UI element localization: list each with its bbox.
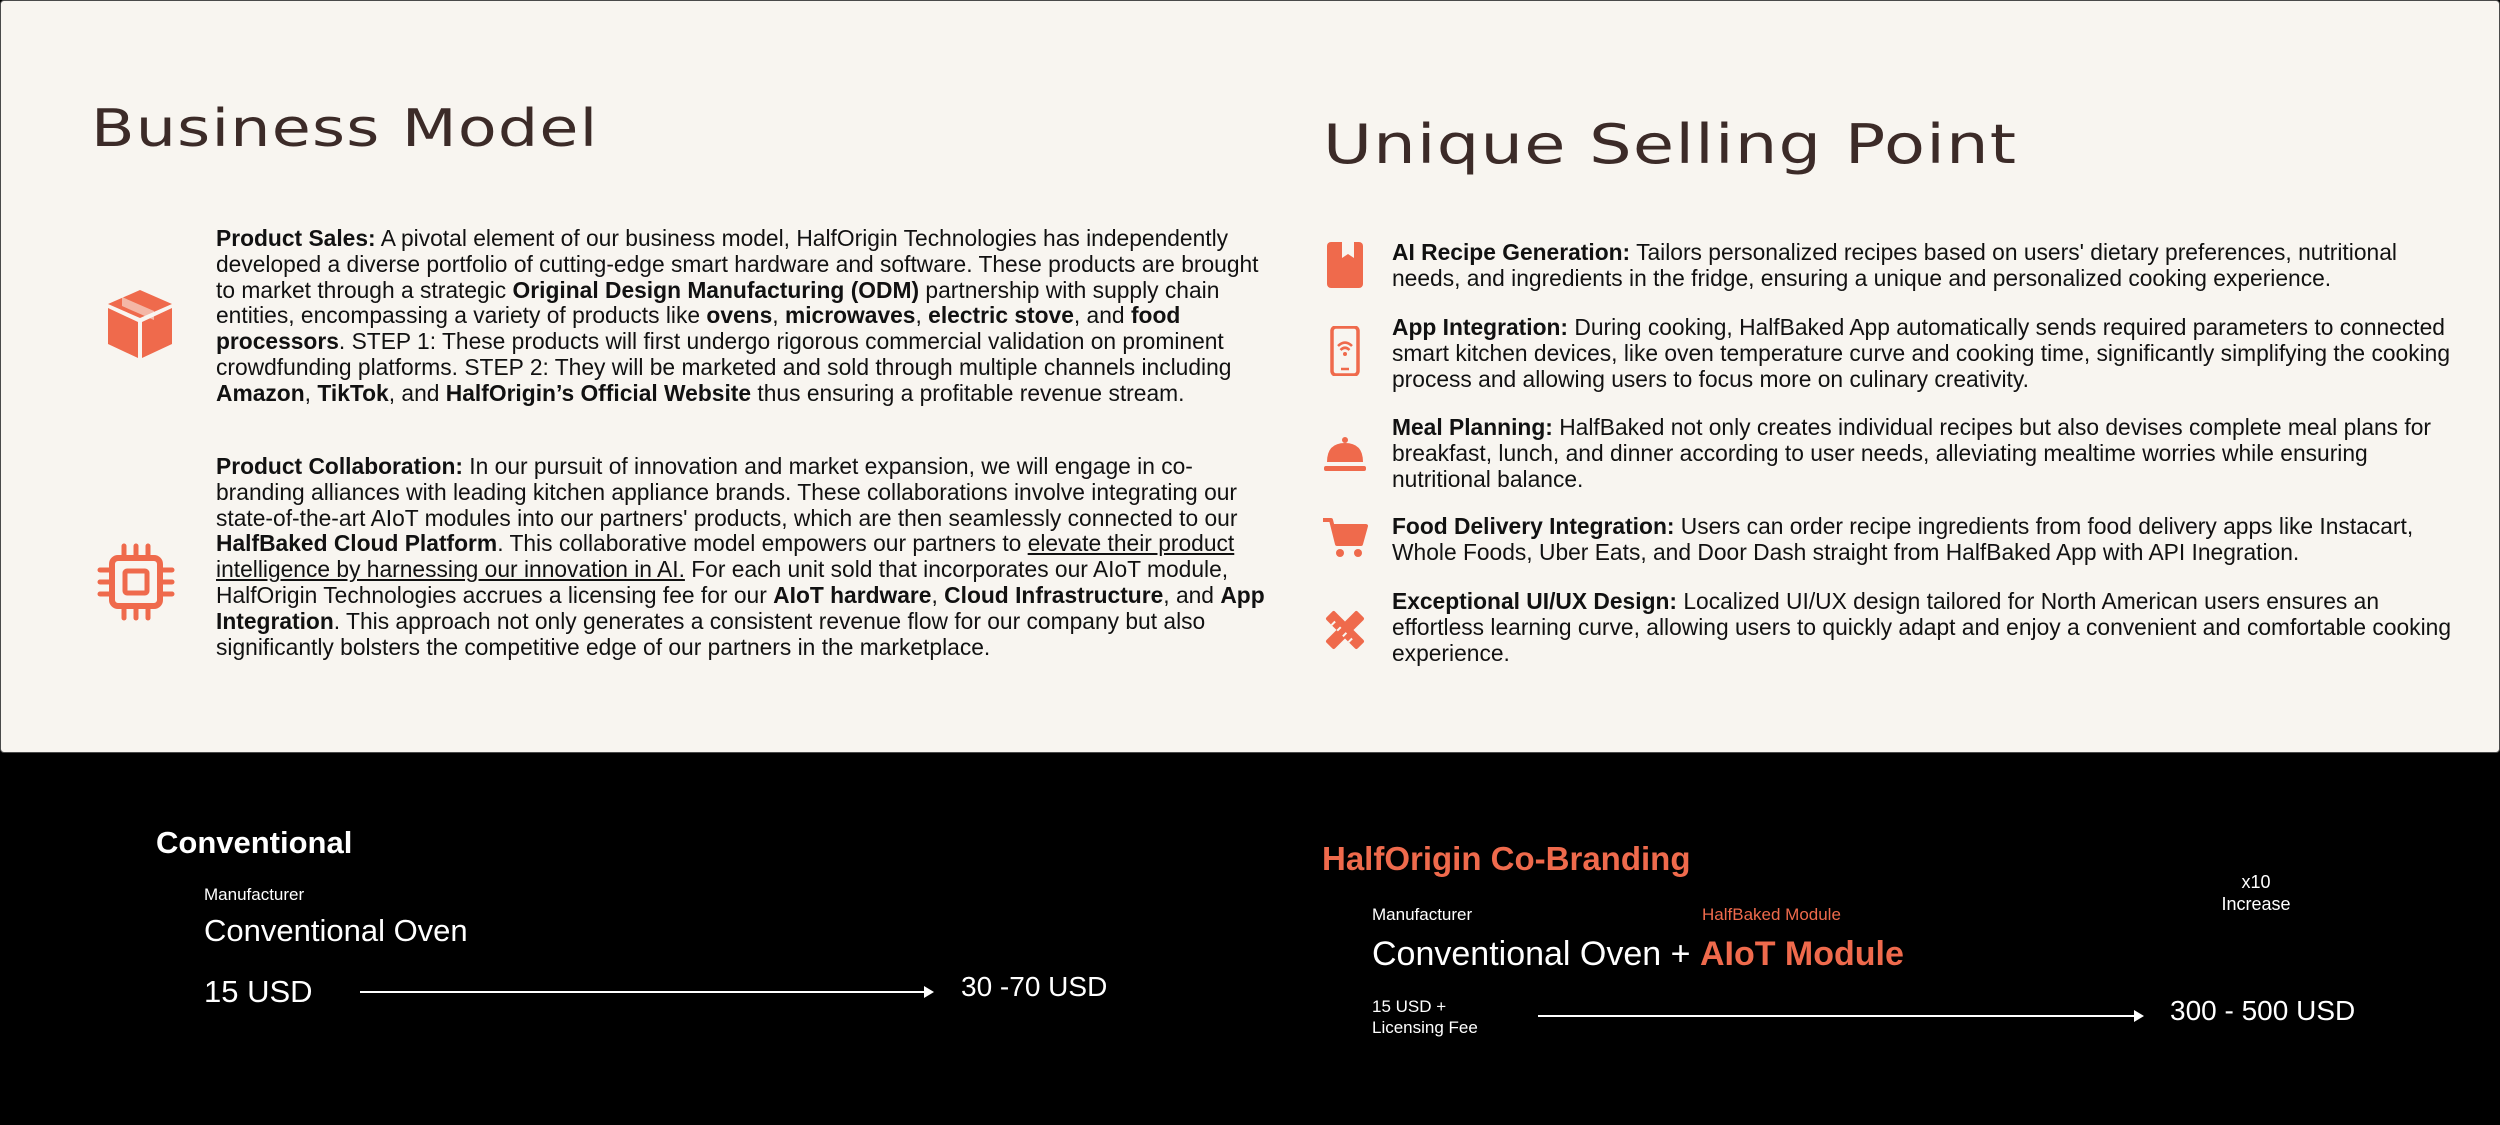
- usp-item-app-integration: [1392, 315, 2452, 392]
- usp-lead: Meal Planning:: [1392, 414, 1553, 440]
- text-run: ,: [915, 302, 929, 329]
- cloche-icon: [1322, 428, 1368, 478]
- cobranding-arrow: [1538, 1015, 2142, 1017]
- conventional-cost: 15 USD: [204, 974, 313, 1009]
- cobranding-product: Conventional Oven +: [1372, 935, 1700, 973]
- bold-run: HalfBaked Cloud Platform: [216, 530, 498, 557]
- usp-text: HalfBaked not only creates individual recipes but also devises complete meal plans for breakfast, lunch, and dinner according to user needs, alleviating mealtime worries while ensuring nutritional balance.: [1392, 414, 2432, 492]
- usp-lead: Exceptional UI/UX Design:: [1392, 588, 1678, 614]
- conventional-heading: Conventional: [156, 825, 353, 860]
- underlined-run: elevate their product intelligence by harnessing our innovation in AI.: [216, 530, 1235, 583]
- text-run: . STEP 1: These products will first undergo rigorous commercial validation on prominent crowdfunding platforms. STEP 2: They will be marketed and sold through multiple channels including: [216, 328, 1232, 380]
- bold-run: TikTok: [317, 379, 389, 406]
- bold-run: microwaves: [784, 302, 916, 329]
- text-run: A pivotal element of our business model, HalfOrigin Technologies has independently developed a diverse portfolio of cutting-edge smart hardware and software. These products are brought to market through a strategic: [216, 225, 1259, 303]
- usp-lead: Food Delivery Integration:: [1392, 513, 1675, 539]
- usp-text: Users can order recipe ingredients from food delivery apps like Instacart, Whole Foods, Uber Eats, and Door Dash straight from HalfBaked App with API Inegration.: [1392, 513, 2414, 565]
- bold-run: AIoT hardware: [773, 581, 932, 608]
- text-run: thus ensuring a profitable revenue stream.: [751, 379, 1185, 406]
- bold-run: Original Design Manufacturing (ODM): [512, 276, 920, 303]
- bookmark-icon: [1322, 240, 1368, 290]
- increase-label: Increase: [2221, 894, 2291, 914]
- text-run: ,: [931, 581, 945, 608]
- text-run: , and: [388, 379, 446, 406]
- conventional-arrow: [360, 991, 932, 993]
- bold-run: food processors: [216, 302, 1181, 355]
- product-sales-lead: Product Sales:: [216, 225, 376, 251]
- halfbaked-module-label: HalfBaked Module: [1702, 905, 1841, 924]
- bold-run: App Integration: [216, 581, 1265, 634]
- usp-item-uiux-design: [1392, 589, 2452, 666]
- smartphone-icon: [1322, 326, 1368, 376]
- usp-text: Tailors personalized recipes based on users' dietary preferences, nutritional needs, and ingredients in the fridge, ensuring a unique and personalized cooking experience.: [1392, 239, 2397, 291]
- increase-multiplier: x10: [2241, 872, 2271, 892]
- bold-run: electric stove: [928, 302, 1074, 329]
- usp-title: Unique Selling Point: [1323, 113, 2018, 176]
- business-model-title: Business Model: [91, 99, 599, 159]
- text-run: ,: [304, 379, 318, 406]
- usp-text: Localized UI/UX design tailored for North American users ensures an effortless learning curve, allowing users to quickly adapt and enjoy a convenient and comfortable cooking experience.: [1392, 588, 2451, 666]
- cobranding-product-line: [1372, 935, 1904, 974]
- cobranding-cost-line1: 15 USD +: [1372, 997, 1447, 1016]
- usp-text: During cooking, HalfBaked App automatically sends required parameters to connected smart kitchen devices, like oven temperature curve and cooking time, significantly simplifying the cooking process and allowing users to focus more on culinary creativity.: [1392, 314, 2451, 392]
- product-collaboration-paragraph: [216, 454, 1266, 660]
- product-sales-paragraph: [216, 226, 1266, 407]
- text-run: ,: [772, 302, 785, 329]
- conventional-price: 30 -70 USD: [961, 971, 1108, 1002]
- usp-item-meal-planning: [1392, 415, 2452, 492]
- conventional-product: Conventional Oven: [204, 913, 468, 948]
- text-run: , and: [1163, 581, 1221, 608]
- usp-lead: App Integration:: [1392, 314, 1569, 340]
- bold-run: ovens: [706, 302, 773, 329]
- bold-run: Amazon: [216, 379, 305, 406]
- text-run: . This approach not only generates a consistent revenue flow for our company but also significantly bolsters the competitive edge of our partners in the marketplace.: [216, 607, 1206, 660]
- usp-item-ai-recipe: [1392, 240, 2452, 292]
- cobranding-cost-line2: Licensing Fee: [1372, 1018, 1478, 1037]
- cobranding-price: 300 - 500 USD: [2170, 995, 2356, 1026]
- conventional-manufacturer-label: Manufacturer: [204, 885, 305, 904]
- cobranding-cost: [1372, 996, 1478, 1038]
- text-run: For each unit sold that incorporates our AIoT module, HalfOrigin Technologies accrues a licensing fee for our: [216, 556, 1229, 608]
- bold-run: Cloud Infrastructure: [944, 581, 1164, 608]
- text-run: partnership with supply chain entities, encompassing a variety of products like: [216, 276, 1220, 329]
- cobranding-manufacturer-label: Manufacturer: [1372, 905, 1473, 924]
- increase-badge: [2208, 871, 2304, 915]
- cobranding-heading: HalfOrigin Co-Branding: [1322, 840, 1691, 877]
- chip-icon: [96, 542, 176, 622]
- text-run: In our pursuit of innovation and market expansion, we will engage in co-branding alliances with leading kitchen appliance brands. These collaborations involve integrating our state-of-the-art AIoT modules into our partners' products, which are then seamlessly connected to our: [216, 453, 1238, 531]
- aiot-module-label: AIoT Module: [1699, 935, 1904, 973]
- design-tools-icon: [1322, 605, 1368, 655]
- product-collaboration-lead: Product Collaboration:: [216, 453, 463, 479]
- bold-run: HalfOrigin’s Official Website: [445, 379, 752, 406]
- usp-item-food-delivery: [1392, 514, 2452, 566]
- text-run: , and: [1073, 302, 1131, 329]
- cart-icon: [1322, 512, 1368, 562]
- text-run: . This collaborative model empowers our partners to: [497, 530, 1028, 557]
- usp-lead: AI Recipe Generation:: [1392, 239, 1631, 265]
- box-icon: [100, 284, 180, 364]
